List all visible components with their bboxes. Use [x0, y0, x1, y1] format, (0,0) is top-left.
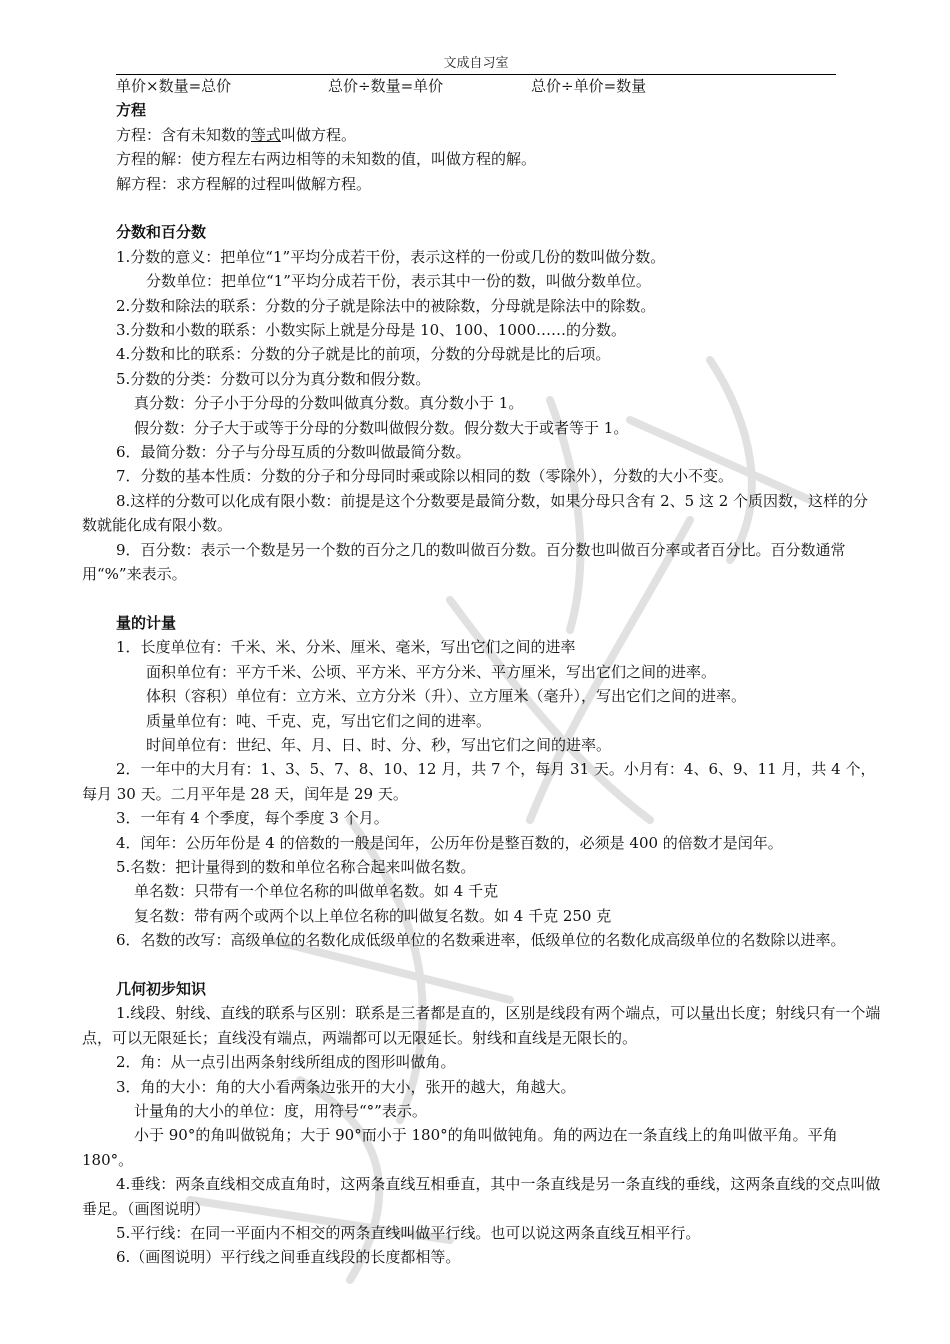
measurement-line: 体积（容积）单位有：立方米、立方分米（升）、立方厘米（毫升），写出它们之间的进率。	[146, 687, 747, 706]
geometry-line: 计量角的大小的单位：度，用符号“°”表示。	[134, 1102, 427, 1121]
fraction-line: 分数单位：把单位“1”平均分成若干份，表示其中一份的数，叫做分数单位。	[146, 272, 651, 291]
document-body	[82, 74, 882, 1270]
formula-unit-price: 总价÷数量=单价	[328, 77, 444, 95]
heading-fractions: 分数和百分数	[116, 223, 207, 242]
geometry-line: 1.线段、射线、直线的联系与区别：联系是三者都是直的，区别是线段有两个端点，可以量出长度；射线只有一个端点，可以无限延长；直线没有端点，两端都可以无限延长。射线和直线是无限长的。	[82, 1004, 881, 1047]
measurement-line: 4．闰年：公历年份是 4 的倍数的一般是闰年，公历年份是整百数的，必须是 400 的倍数才是闰年。	[116, 833, 783, 852]
equation-definition: 方程：含有未知数的等式叫做方程。	[116, 125, 357, 144]
heading-measurement: 量的计量	[116, 613, 177, 632]
measurement-line: 质量单位有：吨、千克、克，写出它们之间的进率。	[146, 711, 492, 730]
fraction-line: 2.分数和除法的联系：分数的分子就是除法中的被除数，分母就是除法中的除数。	[116, 296, 656, 315]
measurement-line: 1．长度单位有：千米、米、分米、厘米、毫米，写出它们之间的进率	[116, 638, 576, 657]
formula-total: 单价×数量=总价	[116, 77, 232, 95]
measurement-line: 单名数：只带有一个单位名称的叫做单名数。如 4 千克	[134, 882, 499, 901]
fraction-line: 7．分数的基本性质：分数的分子和分母同时乘或除以相同的数（零除外），分数的大小不变。	[116, 467, 734, 486]
geometry-line: 6.（画图说明）平行线之间垂直线段的长度都相等。	[116, 1248, 461, 1267]
measurement-line: 5.名数：把计量得到的数和单位名称合起来叫做名数。	[116, 857, 476, 876]
measurement-line: 3．一年有 4 个季度，每个季度 3 个月。	[116, 809, 389, 828]
fraction-line: 真分数：分子小于分母的分数叫做真分数。真分数小于 1。	[134, 394, 524, 413]
geometry-line: 小于 90°的角叫做锐角；大于 90°而小于 180°的角叫做钝角。角的两边在一条直线上的角叫做平角。平角 180°。	[82, 1126, 838, 1169]
equation-solution: 方程的解：使方程左右两边相等的未知数的值，叫做方程的解。	[116, 150, 537, 169]
fraction-line: 假分数：分子大于或等于分母的分数叫做假分数。假分数大于或者等于 1。	[134, 418, 629, 437]
measurement-line: 时间单位有：世纪、年、月、日、时、分、秒，写出它们之间的进率。	[146, 735, 612, 754]
geometry-line: 4.垂线：两条直线相交成直角时，这两条直线互相垂直，其中一条直线是另一条直线的垂线，这两条直线的交点叫做垂足。（画图说明）	[82, 1175, 881, 1218]
equation-solving: 解方程：求方程解的过程叫做解方程。	[116, 174, 372, 193]
fraction-line: 6．最简分数：分子与分母互质的分数叫做最简分数。	[116, 443, 471, 462]
geometry-line: 3．角的大小：角的大小看两条边张开的大小，张开的越大，角越大。	[116, 1077, 576, 1096]
price-formulas	[82, 74, 882, 98]
measurement-line: 面积单位有：平方千米、公顷、平方米、平方分米、平方厘米，写出它们之间的进率。	[146, 662, 717, 681]
fraction-line: 3.分数和小数的联系：小数实际上就是分母是 10、100、1000……的分数。	[116, 321, 626, 340]
measurement-line: 2．一年中的大月有：1、3、5、7、8、10、12 月，共 7 个，每月 31 天。小月有：4、6、9、11 月，共 4 个，每月 30 天。二月平年是 28 天，闰年是 29 天。	[82, 760, 876, 803]
measurement-line: 复名数：带有两个或两个以上单位名称的叫做复名数。如 4 千克 250 克	[134, 906, 612, 925]
fraction-line: 4.分数和比的联系：分数的分子就是比的前项，分数的分母就是比的后项。	[116, 345, 611, 364]
fraction-line: 8.这样的分数可以化成有限小数：前提是这个分数要是最简分数，如果分母只含有 2、5 这 2 个质因数，这样的分数就能化成有限小数。	[82, 491, 869, 535]
page-header: 文成自习室	[116, 52, 836, 75]
fraction-line: 9．百分数：表示一个数是另一个数的百分之几的数叫做百分数。百分数也叫做百分率或者百分比。百分数通常用“%”来表示。	[82, 540, 846, 584]
fraction-line: 5.分数的分类：分数可以分为真分数和假分数。	[116, 369, 431, 388]
formula-quantity: 总价÷单价=数量	[531, 77, 647, 95]
geometry-line: 5.平行线：在同一平面内不相交的两条直线叫做平行线。也可以说这两条直线互相平行。	[116, 1224, 701, 1243]
geometry-line: 2．角：从一点引出两条射线所组成的图形叫做角。	[116, 1053, 456, 1072]
fraction-line: 1.分数的意义：把单位“1”平均分成若干份，表示这样的一份或几份的数叫做分数。	[116, 247, 666, 266]
heading-equation: 方程	[116, 101, 147, 120]
heading-geometry: 几何初步知识	[116, 979, 207, 998]
measurement-line: 6．名数的改写：高级单位的名数化成低级单位的名数乘进率，低级单位的名数化成高级单位的名数除以进率。	[116, 931, 846, 950]
